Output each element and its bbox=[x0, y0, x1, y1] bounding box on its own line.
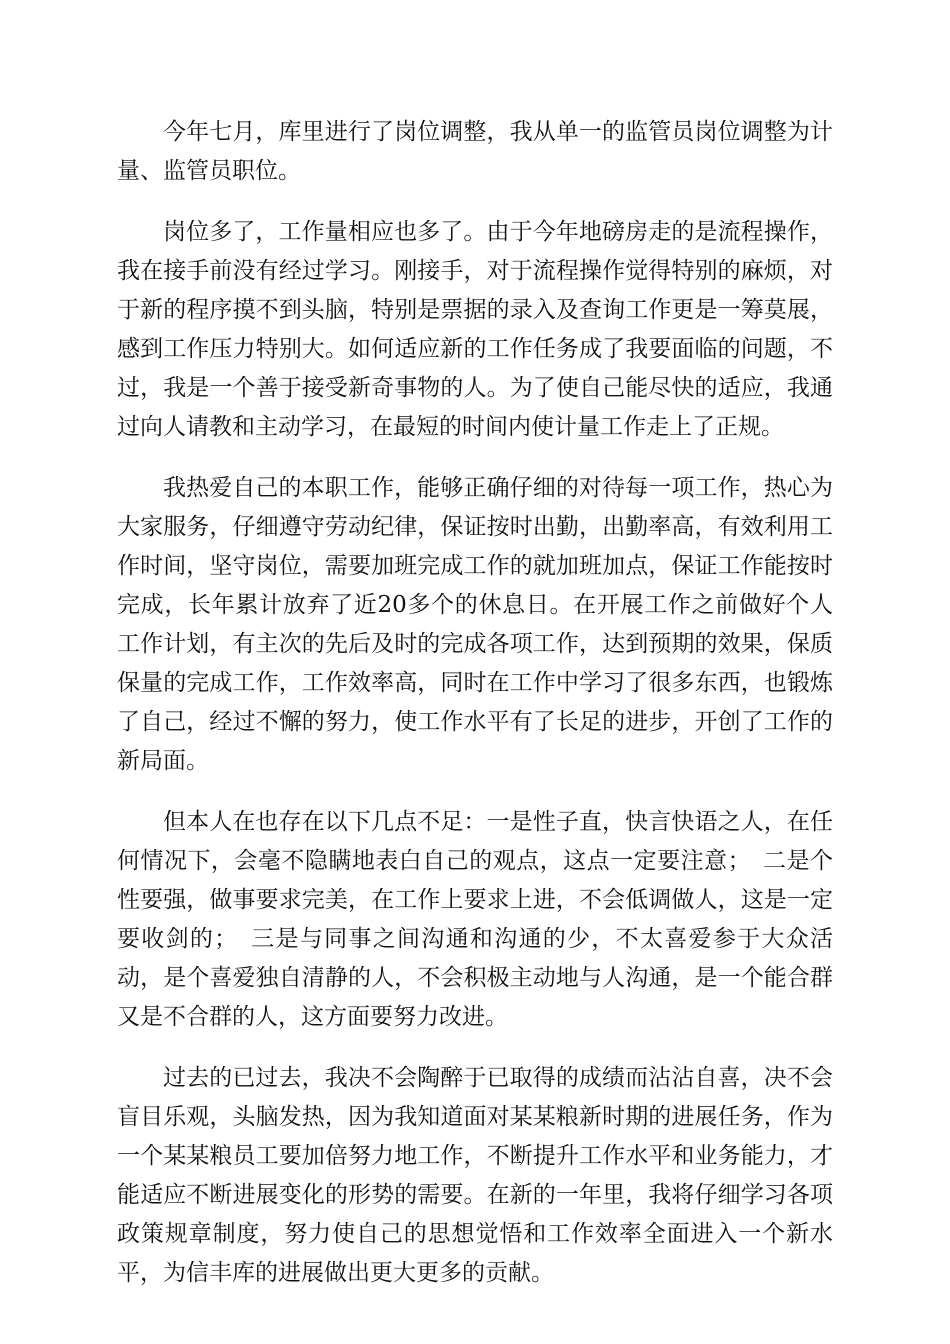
paragraph-shortcomings: 但本人在也存在以下几点不足：一是性子直，快言快语之人，在任何情况下，会毫不隐瞒地表白自己的观点，这点一定要注意； 二是个性要强，做事要求完美，在工作上要求上进，不会低调做人，这是一定要收剑的； 三是与同事之间沟通和沟通的少，不太喜爱参于大众活动，是个喜爱独自清静的人，不会积极主动地与人沟通，是一个能合群又是不合群的人，这方面要努力改进。 bbox=[117, 809, 833, 1030]
paragraph-work-attitude: 我热爱自己的本职工作，能够正确仔细的对待每一项工作，热心为大家服务，仔细遵守劳动纪律，保证按时出勤，出勤率高，有效利用工作时间，坚守岗位，需要加班完成工作的就加班加点，保证工作能按时完成，长年累计放弃了近20多个的休息日。在开展工作之前做好个人工作计划，有主次的先后及时的完成各项工作，达到预期的效果，保质保量的完成工作，工作效率高，同时在工作中学习了很多东西，也锻炼了自己，经过不懈的努力，使工作水平有了长足的进步，开创了工作的新局面。 bbox=[117, 475, 833, 774]
document-body bbox=[117, 113, 833, 1315]
paragraph-outlook: 过去的已过去，我决不会陶醉于已取得的成绩而沾沾自喜，决不会盲目乐观，头脑发热，因为我知道面对某某粮新时期的进展任务，作为一个某某粮员工要加倍努力地工作，不断提升工作水平和业务能力，才能适应不断进展变化的形势的需要。在新的一年里，我将仔细学习各项政策规章制度，努力使自己的思想觉悟和工作效率全面进入一个新水平，为信丰库的进展做出更大更多的贡献。 bbox=[117, 1065, 833, 1286]
paragraph-workload: 岗位多了，工作量相应也多了。由于今年地磅房走的是流程操作，我在接手前没有经过学习。刚接手，对于流程操作觉得特别的麻烦，对于新的程序摸不到头脑，特别是票据的录入及查询工作更是一筹莫展，感到工作压力特别大。如何适应新的工作任务成了我要面临的问题，不过，我是一个善于接受新奇事物的人。为了使自己能尽快的适应，我通过向人请教和主动学习，在最短的时间内使计量工作走上了正规。 bbox=[117, 219, 833, 440]
paragraph-job-adjustment: 今年七月，库里进行了岗位调整，我从单一的监管员岗位调整为计量、监管员职位。 bbox=[117, 119, 833, 184]
